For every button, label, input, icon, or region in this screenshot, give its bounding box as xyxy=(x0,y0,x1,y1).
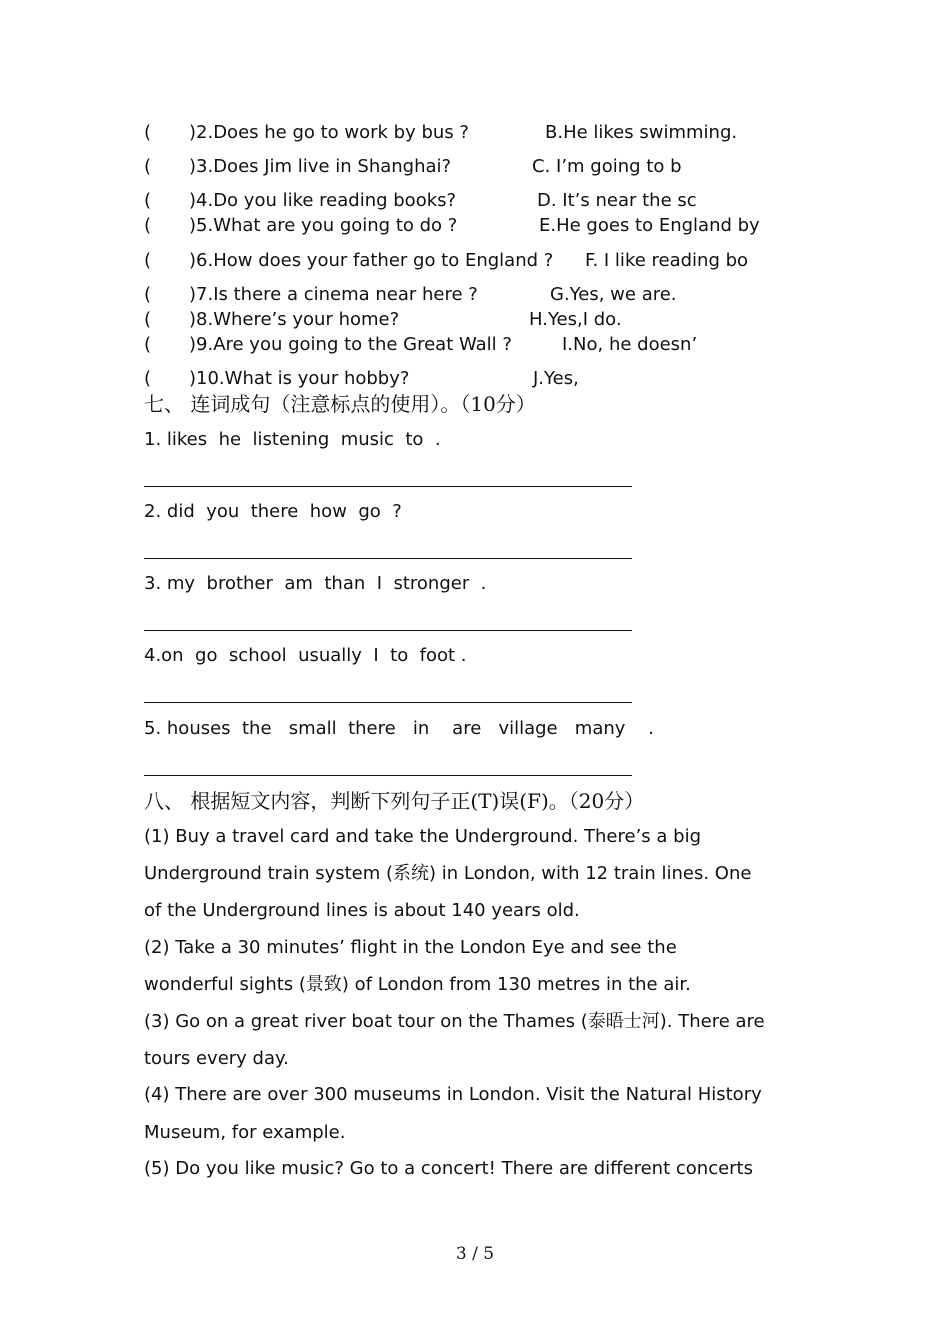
sentence-prompt: 2. did you there how go ? xyxy=(144,501,402,522)
passage-line: wonderful sights (景致) of London from 130 metres in the air. xyxy=(144,974,691,995)
answer-paren: ( xyxy=(144,122,152,143)
answer-line[interactable] xyxy=(144,630,632,631)
match-answer: E.He goes to England by xyxy=(539,215,760,236)
match-question: )4.Do you like reading books? xyxy=(189,190,457,211)
passage-line: (4) There are over 300 museums in London. Visit the Natural History xyxy=(144,1084,762,1105)
match-question: )3.Does Jim live in Shanghai? xyxy=(189,156,452,177)
passage-line: (3) Go on a great river boat tour on the Thames (泰晤士河). There are xyxy=(144,1011,765,1032)
match-question: )5.What are you going to do ? xyxy=(189,215,458,236)
match-answer: D. It’s near the sc xyxy=(537,190,697,211)
match-answer: F. I like reading bo xyxy=(585,250,749,271)
section-8-heading: 八、 根据短文内容，判断下列句子正(T)误(F)。（20分） xyxy=(144,789,645,813)
match-question: )7.Is there a cinema near here ? xyxy=(189,284,478,305)
match-question: )9.Are you going to the Great Wall ? xyxy=(189,334,512,355)
answer-paren: ( xyxy=(144,215,152,236)
match-answer: G.Yes, we are. xyxy=(550,284,677,305)
match-question: )6.How does your father go to England ? xyxy=(189,250,554,271)
passage-line: of the Underground lines is about 140 years old. xyxy=(144,900,580,921)
answer-line[interactable] xyxy=(144,702,632,703)
answer-paren: ( xyxy=(144,156,152,177)
answer-paren: ( xyxy=(144,368,152,389)
sentence-prompt: 5. houses the small there in are village many . xyxy=(144,718,655,739)
match-question: )2.Does he go to work by bus ? xyxy=(189,122,469,143)
match-answer: I.No, he doesn’ xyxy=(562,334,698,355)
answer-line[interactable] xyxy=(144,775,632,776)
answer-paren: ( xyxy=(144,190,152,211)
answer-line[interactable] xyxy=(144,486,632,487)
match-answer: B.He likes swimming. xyxy=(545,122,738,143)
page-number: 3 / 5 xyxy=(455,1244,495,1264)
passage-line: Underground train system (系统) in London, with 12 train lines. One xyxy=(144,863,752,884)
passage-line: (5) Do you like music? Go to a concert! There are different concerts xyxy=(144,1158,753,1179)
match-answer: J.Yes, xyxy=(533,368,579,389)
passage-line: Museum, for example. xyxy=(144,1122,346,1143)
match-answer: H.Yes,I do. xyxy=(529,309,622,330)
answer-line[interactable] xyxy=(144,558,632,559)
match-question: )10.What is your hobby? xyxy=(189,368,410,389)
match-question: )8.Where’s your home? xyxy=(189,309,400,330)
answer-paren: ( xyxy=(144,250,152,271)
passage-line: (1) Buy a travel card and take the Underground. There’s a big xyxy=(144,826,701,847)
passage-line: (2) Take a 30 minutes’ flight in the London Eye and see the xyxy=(144,937,677,958)
answer-paren: ( xyxy=(144,284,152,305)
sentence-prompt: 1. likes he listening music to . xyxy=(144,429,441,450)
passage-line: tours every day. xyxy=(144,1048,289,1069)
answer-paren: ( xyxy=(144,309,152,330)
sentence-prompt: 4.on go school usually I to foot . xyxy=(144,645,467,666)
answer-paren: ( xyxy=(144,334,152,355)
section-7-heading: 七、 连词成句（注意标点的使用）。（10分） xyxy=(144,392,536,416)
sentence-prompt: 3. my brother am than I stronger . xyxy=(144,573,487,594)
match-answer: C. I’m going to b xyxy=(532,156,682,177)
